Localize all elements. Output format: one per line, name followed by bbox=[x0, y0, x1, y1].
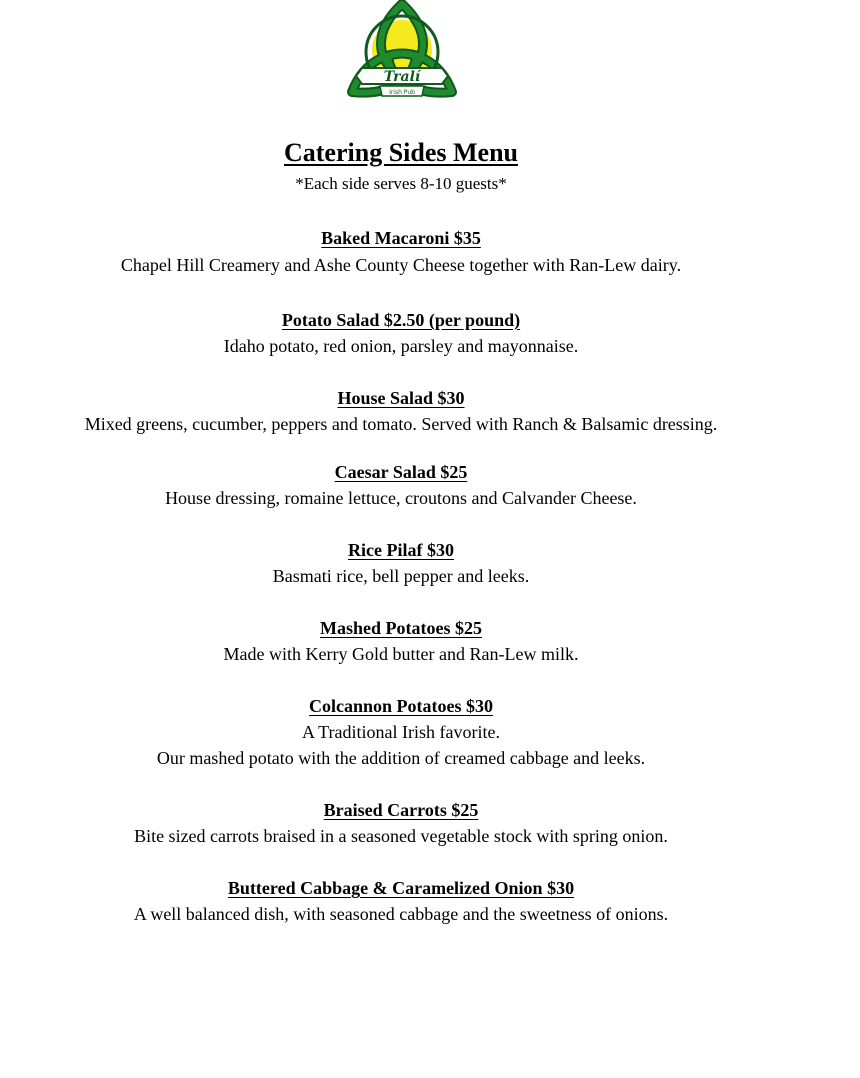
menu-item-heading: Potato Salad $2.50 (per pound) bbox=[281, 310, 521, 330]
menu-item-heading: Colcannon Potatoes $30 bbox=[309, 696, 493, 716]
logo-text: Tralí bbox=[383, 69, 421, 85]
menu-item-description: Idaho potato, red onion, parsley and mayonnaise. bbox=[223, 336, 579, 356]
menu-item-heading: Mashed Potatoes $25 bbox=[320, 618, 482, 638]
logo-subtext: Irish Pub bbox=[389, 89, 415, 96]
menu-item-heading: House Salad $30 bbox=[337, 388, 465, 408]
menu-item-heading: Caesar Salad $25 bbox=[334, 462, 468, 482]
trali-logo bbox=[344, 0, 460, 104]
menu-item-description: Made with Kerry Gold butter and Ran-Lew milk. bbox=[223, 644, 579, 664]
menu-item-description: House dressing, romaine lettuce, croutons and Calvander Cheese. bbox=[165, 488, 637, 508]
menu-subtitle: *Each side serves 8-10 guests* bbox=[295, 174, 507, 193]
menu-item-heading: Braised Carrots $25 bbox=[323, 800, 479, 820]
menu-item-description: Basmati rice, bell pepper and leeks. bbox=[272, 566, 530, 586]
menu-item-description: Mixed greens, cucumber, peppers and tomato. Served with Ranch & Balsamic dressing. bbox=[84, 414, 718, 434]
menu-item-description: A well balanced dish, with seasoned cabbage and the sweetness of onions. bbox=[133, 904, 669, 924]
menu-item-description: Bite sized carrots braised in a seasoned vegetable stock with spring onion. bbox=[134, 826, 668, 846]
menu-title: Catering Sides Menu bbox=[284, 138, 518, 167]
menu-item-description: A Traditional Irish favorite. bbox=[302, 722, 500, 742]
menu-item-heading: Buttered Cabbage & Caramelized Onion $30 bbox=[227, 878, 575, 898]
menu-item-heading: Baked Macaroni $35 bbox=[321, 228, 481, 248]
menu-item-description: Chapel Hill Creamery and Ashe County Cheese together with Ran-Lew dairy. bbox=[120, 255, 682, 275]
menu-item-description: Our mashed potato with the addition of creamed cabbage and leeks. bbox=[156, 748, 646, 768]
menu-item-heading: Rice Pilaf $30 bbox=[348, 540, 454, 560]
